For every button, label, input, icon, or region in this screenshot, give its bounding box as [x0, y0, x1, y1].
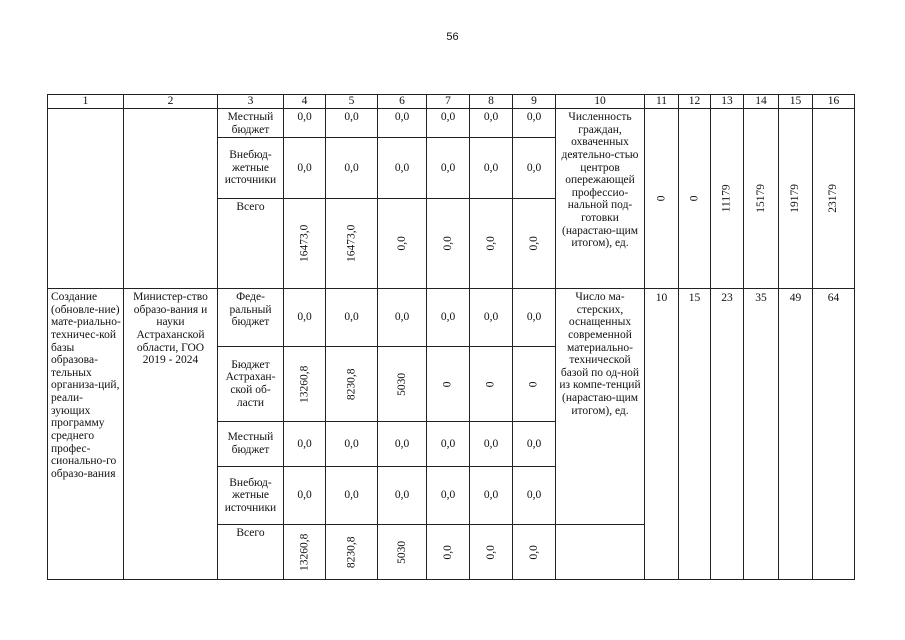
value-text: 13260,8: [298, 533, 311, 571]
target-cell: 10: [645, 289, 679, 580]
col-number: 7: [427, 95, 470, 109]
target-cell: [711, 109, 744, 289]
col-number: 1: [48, 95, 124, 109]
col-number: 13: [711, 95, 744, 109]
col-number: 4: [284, 95, 326, 109]
value-cell: 0,0: [470, 467, 513, 525]
funding-table: [47, 94, 855, 580]
indicator-cell: Число ма-стерских, оснащенных современной материально-технической базой по од-ной из компе-тенций (нарастаю-щим итогом), ед.: [556, 289, 645, 525]
value-cell: 0,0: [513, 138, 556, 199]
col-number: 15: [779, 95, 813, 109]
target-cell: [744, 109, 779, 289]
value-cell: [427, 347, 470, 422]
col-number: 11: [645, 95, 679, 109]
value-cell: 0,0: [284, 138, 326, 199]
value-text: 0,0: [484, 544, 497, 560]
col-number: 12: [679, 95, 711, 109]
executor-cell-empty: [124, 109, 218, 289]
source-cell: Феде-ральный бюджет: [218, 289, 284, 347]
value-cell: [427, 525, 470, 580]
value-cell: 0,0: [513, 109, 556, 138]
value-cell: [427, 199, 470, 289]
col-number: 6: [378, 95, 427, 109]
target-value: 15179: [754, 184, 767, 213]
target-value: 23179: [827, 184, 840, 213]
value-cell: 0,0: [284, 289, 326, 347]
col-number: 16: [813, 95, 855, 109]
value-cell: [378, 347, 427, 422]
value-cell: 0,0: [378, 289, 427, 347]
value-text: 16473,0: [345, 224, 358, 263]
value-cell: 0,0: [427, 109, 470, 138]
value-cell: [470, 525, 513, 580]
value-text: 0,0: [484, 236, 497, 251]
column-number-row: [48, 95, 855, 109]
value-text: 13260,8: [298, 365, 311, 403]
value-cell: 0,0: [326, 109, 378, 138]
target-cell: 64: [813, 289, 855, 580]
value-cell: [326, 525, 378, 580]
value-cell: 0,0: [427, 422, 470, 467]
target-cell: 15: [679, 289, 711, 580]
value-text: 8230,8: [345, 368, 358, 400]
value-cell: 0,0: [513, 422, 556, 467]
target-value: 0: [655, 195, 668, 202]
col-number: 3: [218, 95, 284, 109]
target-value: 11179: [720, 184, 733, 213]
source-cell: Бюджет Астрахан-ской об-ласти: [218, 347, 284, 422]
col-number: 8: [470, 95, 513, 109]
value-text: 0,0: [441, 236, 454, 251]
target-value: 19179: [789, 184, 802, 213]
value-cell: 0,0: [378, 422, 427, 467]
value-cell: 0,0: [326, 138, 378, 199]
value-cell: [513, 347, 556, 422]
value-cell: 0,0: [513, 289, 556, 347]
source-cell: Всего: [218, 199, 284, 289]
target-cell: [779, 109, 813, 289]
value-cell: 0,0: [427, 138, 470, 199]
indicator-cell: Численность граждан, охваченных деятельно-стью центров опережающей профессио-нальной под-готовки (нарастаю-щим итогом), ед.: [556, 109, 645, 289]
value-cell: 0,0: [326, 467, 378, 525]
value-cell: 0,0: [470, 289, 513, 347]
value-text: 8230,8: [345, 536, 358, 568]
value-cell: 0,0: [326, 422, 378, 467]
value-text: 0,0: [527, 544, 540, 560]
value-cell: 0,0: [470, 138, 513, 199]
col-number: 9: [513, 95, 556, 109]
activity-cell: Создание (обновле-ние) мате-риально-техничес-кой базы образова-тельных организа-ций, реали-зующих программу среднего профес-сионально-го образо-вания: [48, 289, 124, 580]
value-text: 0: [527, 381, 540, 387]
source-cell: Внебюд-жетные источники: [218, 138, 284, 199]
source-cell: Местный бюджет: [218, 109, 284, 138]
value-cell: 0,0: [284, 109, 326, 138]
target-cell: [679, 109, 711, 289]
value-cell: 0,0: [378, 467, 427, 525]
value-cell: 0,0: [513, 467, 556, 525]
col-number: 10: [556, 95, 645, 109]
value-text: 0: [484, 381, 497, 387]
col-number: 5: [326, 95, 378, 109]
value-cell: 0,0: [284, 422, 326, 467]
col-number: 14: [744, 95, 779, 109]
value-text: 5030: [395, 540, 408, 564]
page-number: 56: [446, 31, 459, 43]
value-cell: [513, 525, 556, 580]
indicator-cell-tail: [556, 525, 645, 580]
value-cell: 0,0: [378, 109, 427, 138]
target-cell: 49: [779, 289, 813, 580]
target-cell: 35: [744, 289, 779, 580]
value-cell: [284, 347, 326, 422]
value-text: 5030: [395, 372, 408, 396]
value-cell: 0,0: [470, 422, 513, 467]
source-cell: Всего: [218, 525, 284, 580]
value-cell: 0,0: [284, 467, 326, 525]
table-row: [48, 289, 855, 347]
target-cell: 23: [711, 289, 744, 580]
value-text: 16473,0: [298, 224, 311, 263]
target-cell: [813, 109, 855, 289]
source-cell: Местный бюджет: [218, 422, 284, 467]
value-cell: 0,0: [427, 467, 470, 525]
activity-cell-empty: [48, 109, 124, 289]
value-text: 0,0: [441, 544, 454, 560]
executor-cell: Министер-ство образо-вания и науки Астраханской области, ГОО 2019 - 2024: [124, 289, 218, 580]
target-value: 0: [688, 195, 701, 202]
value-cell: [378, 199, 427, 289]
value-text: 0,0: [395, 236, 408, 251]
source-cell: Внебюд-жетные источники: [218, 467, 284, 525]
value-cell: [284, 525, 326, 580]
value-cell: 0,0: [378, 138, 427, 199]
value-cell: [326, 347, 378, 422]
value-cell: [513, 199, 556, 289]
value-cell: [326, 199, 378, 289]
value-cell: [378, 525, 427, 580]
value-cell: 0,0: [326, 289, 378, 347]
value-cell: 0,0: [470, 109, 513, 138]
value-text: 0: [441, 381, 454, 387]
value-text: 0,0: [527, 236, 540, 251]
value-cell: [470, 347, 513, 422]
value-cell: 0,0: [427, 289, 470, 347]
value-cell: [470, 199, 513, 289]
target-cell: [645, 109, 679, 289]
value-cell: [284, 199, 326, 289]
col-number: 2: [124, 95, 218, 109]
table-row: [48, 109, 855, 138]
